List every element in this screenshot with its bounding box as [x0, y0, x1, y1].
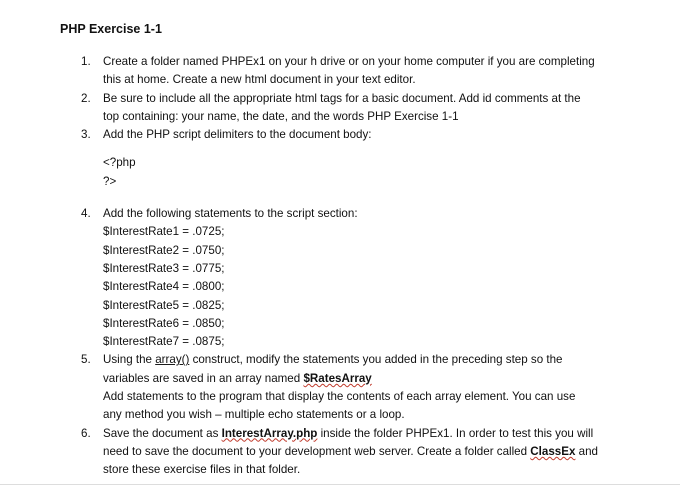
list-item — [0, 90, 623, 127]
spacer — [0, 144, 680, 154]
item-text-line: Add the PHP script delimiters to the document body: — [103, 128, 372, 142]
item-text-line: Be sure to include all the appropriate html tags for a basic document. Add id comments at the — [103, 91, 581, 105]
statement-line: $InterestRate6 = .0850; — [103, 316, 225, 330]
text-segment: and — [575, 444, 598, 458]
page-title: PHP Exercise 1-1 — [60, 22, 162, 36]
list-item — [0, 425, 623, 480]
text-segment: Using the — [103, 353, 156, 367]
statement-line: $InterestRate1 = .0725; — [103, 225, 225, 239]
item-number: 6. — [81, 426, 91, 440]
rates-array-name: $RatesArray — [303, 371, 372, 385]
item-text-line — [103, 425, 623, 443]
item-text-line — [103, 443, 623, 461]
page-bottom-divider — [0, 484, 680, 485]
folder-name: ClassEx — [530, 444, 576, 458]
statements-block — [0, 223, 680, 351]
file-name: InterestArray.php — [221, 426, 318, 440]
item-number: 3. — [81, 128, 91, 142]
text-segment: inside the folder PHPEx1. In order to test this you will — [317, 426, 594, 440]
item-text-line: top containing: your name, the date, and the words PHP Exercise 1-1 — [103, 109, 459, 123]
item-text-line — [103, 351, 623, 369]
statement-line: $InterestRate7 = .0875; — [103, 335, 225, 349]
statement-line: $InterestRate2 = .0750; — [103, 243, 225, 257]
php-delimiters-block — [0, 154, 680, 191]
item-text-line: Add statements to the program that display the contents of each array element. You can use — [103, 390, 576, 404]
exercise-list — [0, 53, 680, 480]
php-open-tag: <?php — [103, 156, 136, 170]
statement-line: $InterestRate4 = .0800; — [103, 280, 225, 294]
item-text-line: this at home. Create a new html document in your text editor. — [103, 73, 416, 87]
statement-line: $InterestRate3 = .0775; — [103, 261, 225, 275]
item-text-line: Add the following statements to the script section: — [103, 207, 358, 221]
php-close-tag: ?> — [103, 174, 117, 188]
item-text-line — [103, 370, 623, 388]
list-item — [0, 205, 623, 223]
item-number: 1. — [81, 55, 91, 68]
item-text-line: store these exercise files in that folder. — [103, 463, 301, 477]
item-text-line: any method you wish – multiple echo statements or a loop. — [103, 408, 405, 422]
text-segment: variables are saved in an array named — [103, 371, 304, 385]
text-segment: need to save the document to your development web server. Create a folder called — [103, 444, 531, 458]
array-construct-link[interactable]: array() — [155, 353, 190, 367]
text-segment: construct, modify the statements you added in the preceding step so the — [189, 353, 563, 367]
spacer — [0, 191, 680, 205]
text-segment: Save the document as — [103, 426, 222, 440]
statement-line: $InterestRate5 = .0825; — [103, 298, 225, 312]
list-item — [0, 53, 623, 90]
list-item — [0, 126, 623, 144]
item-number: 2. — [81, 91, 91, 105]
list-item — [0, 351, 623, 424]
item-number: 4. — [81, 207, 91, 221]
item-number: 5. — [81, 353, 91, 367]
item-text-line: Create a folder named PHPEx1 on your h drive or on your home computer if you are completing — [103, 55, 595, 68]
